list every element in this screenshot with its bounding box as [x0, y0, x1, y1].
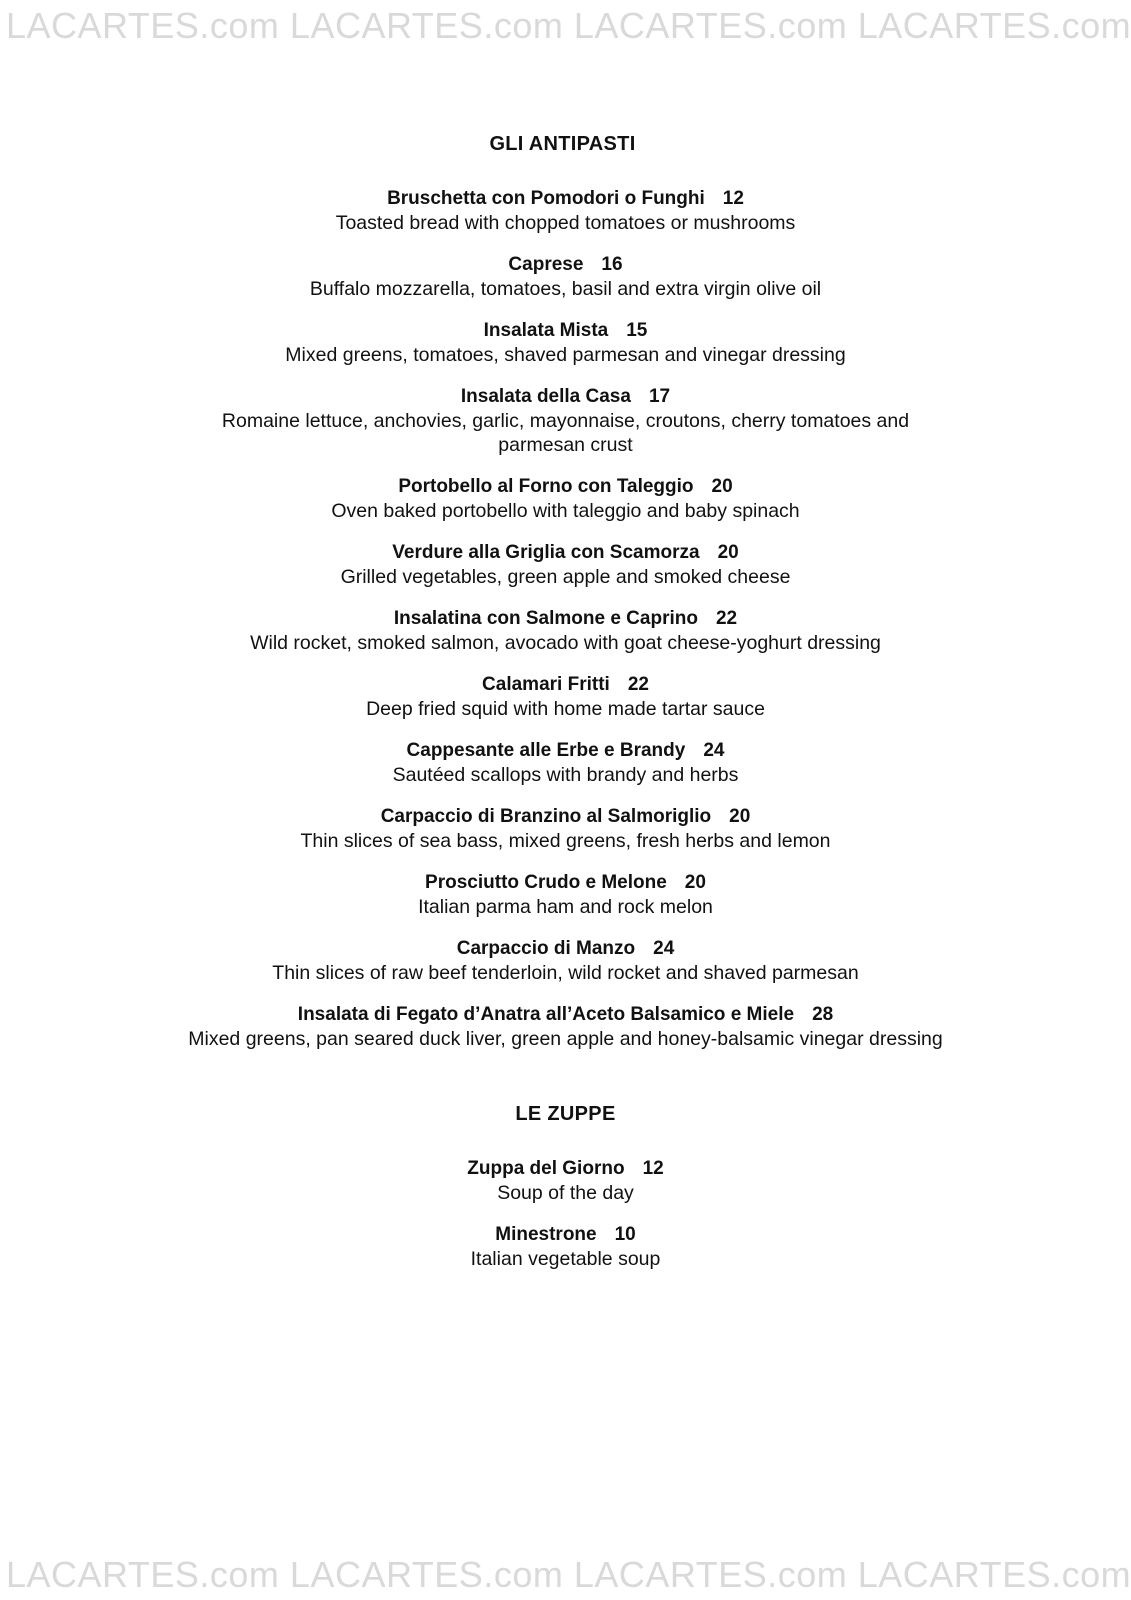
menu-items: [150, 187, 981, 1051]
item-heading: [150, 385, 981, 409]
item-heading: [150, 319, 981, 343]
item-name: Insalata Mista: [483, 320, 609, 341]
item-heading: [150, 805, 981, 829]
item-name: Calamari Fritti: [482, 674, 610, 695]
item-heading: [150, 871, 981, 895]
item-heading: [150, 673, 981, 697]
item-name: Prosciutto Crudo e Melone: [425, 872, 667, 893]
item-description: Mixed greens, tomatoes, shaved parmesan and vinegar dressing: [285, 344, 846, 366]
item-heading: [150, 187, 981, 211]
menu-item: [150, 319, 981, 367]
item-name: Insalatina con Salmone e Caprino: [393, 608, 698, 629]
menu-item: [150, 739, 981, 787]
menu-item: [150, 673, 981, 721]
item-price: 12: [642, 1158, 664, 1179]
item-description: Grilled vegetables, green apple and smoked cheese: [340, 566, 791, 588]
watermark-bottom: LACARTES.com LACARTES.com LACARTES.com LACARTES.com: [6, 1557, 1131, 1593]
item-description: Buffalo mozzarella, tomatoes, basil and extra virgin olive oil: [309, 278, 822, 300]
item-description: Mixed greens, pan seared duck liver, green apple and honey-balsamic vinegar dressing: [188, 1028, 943, 1050]
item-name: Insalata di Fegato d’Anatra all’Aceto Balsamico e Miele: [297, 1004, 795, 1025]
item-price: 24: [653, 938, 675, 959]
item-description: Thin slices of raw beef tenderloin, wild rocket and shaved parmesan: [272, 962, 859, 984]
menu-item: [150, 541, 981, 589]
item-price: 20: [729, 806, 751, 827]
item-heading: [150, 739, 981, 763]
item-price: 20: [684, 872, 706, 893]
menu-item: [150, 607, 981, 655]
item-name: Minestrone: [495, 1224, 597, 1245]
item-description: Italian vegetable soup: [470, 1248, 661, 1270]
item-heading: [150, 1003, 981, 1027]
item-price: 12: [722, 188, 744, 209]
item-name: Carpaccio di Manzo: [456, 938, 636, 959]
item-price: 24: [703, 740, 725, 761]
item-name: Cappesante alle Erbe e Brandy: [406, 740, 686, 761]
item-description: Thin slices of sea bass, mixed greens, fresh herbs and lemon: [300, 830, 831, 852]
item-description: Italian parma ham and rock melon: [418, 896, 713, 918]
menu-item: [150, 1157, 981, 1205]
menu-item: [150, 385, 981, 457]
watermark-top: LACARTES.com LACARTES.com LACARTES.com LACARTES.com: [6, 8, 1131, 44]
item-name: Bruschetta con Pomodori o Funghi: [387, 188, 705, 209]
item-name: Carpaccio di Branzino al Salmoriglio: [380, 806, 712, 827]
section-zuppe: [150, 1102, 981, 1271]
menu-item: [150, 475, 981, 523]
item-heading: [150, 475, 981, 499]
item-heading: [150, 1223, 981, 1247]
item-price: 15: [626, 320, 648, 341]
item-name: Insalata della Casa: [460, 386, 631, 407]
item-price: 22: [715, 608, 738, 629]
item-description: Romaine lettuce, anchovies, garlic, mayonnaise, croutons, cherry tomatoes and parmesan crust: [221, 410, 910, 456]
section-title: LE ZUPPE: [515, 1103, 616, 1125]
item-heading: [150, 607, 981, 631]
item-heading: [150, 1157, 981, 1181]
menu-item: [150, 253, 981, 301]
menu-item: [150, 1223, 981, 1271]
item-name: Portobello al Forno con Taleggio: [398, 476, 694, 497]
menu-item: [150, 1003, 981, 1051]
item-price: 22: [627, 674, 649, 695]
item-description: Oven baked portobello with taleggio and baby spinach: [331, 500, 800, 522]
item-heading: [150, 253, 981, 277]
section-spacer: [150, 1069, 981, 1102]
item-name: Zuppa del Giorno: [467, 1158, 625, 1179]
menu-item: [150, 187, 981, 235]
menu-item: [150, 805, 981, 853]
item-description: Soup of the day: [497, 1182, 634, 1204]
item-description: Wild rocket, smoked salmon, avocado with goat cheese-yoghurt dressing: [250, 632, 881, 654]
menu-items: [150, 1157, 981, 1271]
item-name: Verdure alla Griglia con Scamorza: [392, 542, 700, 563]
menu-item: [150, 937, 981, 985]
item-description: Toasted bread with chopped tomatoes or mushrooms: [335, 212, 796, 234]
item-price: 16: [601, 254, 623, 275]
item-price: 20: [717, 542, 739, 563]
item-price: 17: [648, 386, 671, 407]
item-description: Deep fried squid with home made tartar sauce: [366, 698, 765, 720]
item-heading: [150, 937, 981, 961]
item-heading: [150, 541, 981, 565]
menu-page: [150, 132, 981, 1289]
item-price: 28: [812, 1004, 834, 1025]
item-name: Caprese: [508, 254, 584, 275]
section-title: GLI ANTIPASTI: [489, 133, 636, 155]
item-price: 10: [614, 1224, 636, 1245]
item-price: 20: [711, 476, 733, 497]
section-antipasti: [150, 132, 981, 1051]
item-description: Sautéed scallops with brandy and herbs: [392, 764, 739, 786]
menu-item: [150, 871, 981, 919]
